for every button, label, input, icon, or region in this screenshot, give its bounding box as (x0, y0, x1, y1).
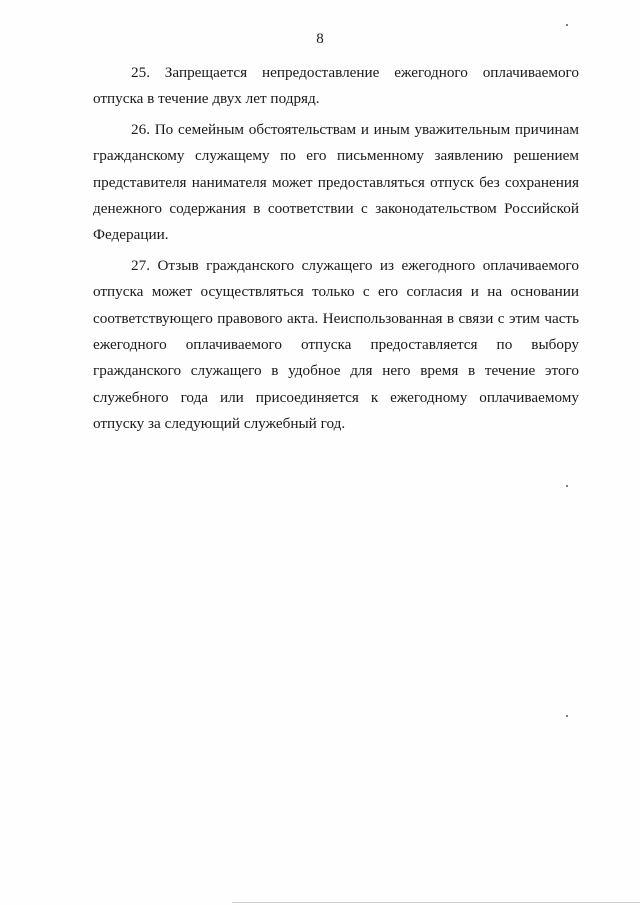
scan-speck (566, 715, 568, 717)
scan-edge-line (232, 902, 640, 903)
paragraph-27: 27. Отзыв гражданского служащего из ежегодного оплачиваемого отпуска может осуществляться только с его согласия и на основании соответствующего правового акта. Неиспользованная в связи с этим часть ежегодного оплачиваемого отпуска предоставляется по выбору гражданского служащего в удобное для него время в течение этого служебного года или присоединяется к ежегодному оплачиваемому отпуску за следующий служебный год. (93, 256, 579, 433)
scan-speck (566, 24, 568, 26)
scan-speck (566, 485, 568, 487)
paragraph-26: 26. По семейным обстоятельствам и иным уважительным причинам гражданскому служащему по его письменному заявлению решением представителя нанимателя может предоставляться отпуск без сохранения денежного содержания в соответствии с законодательством Российской Федерации. (93, 120, 579, 244)
page-number: 8 (316, 31, 324, 47)
document-body (93, 60, 579, 442)
paragraph-25: 25. Запрещается непредоставление ежегодного оплачиваемого отпуска в течение двух лет подряд. (93, 64, 579, 108)
